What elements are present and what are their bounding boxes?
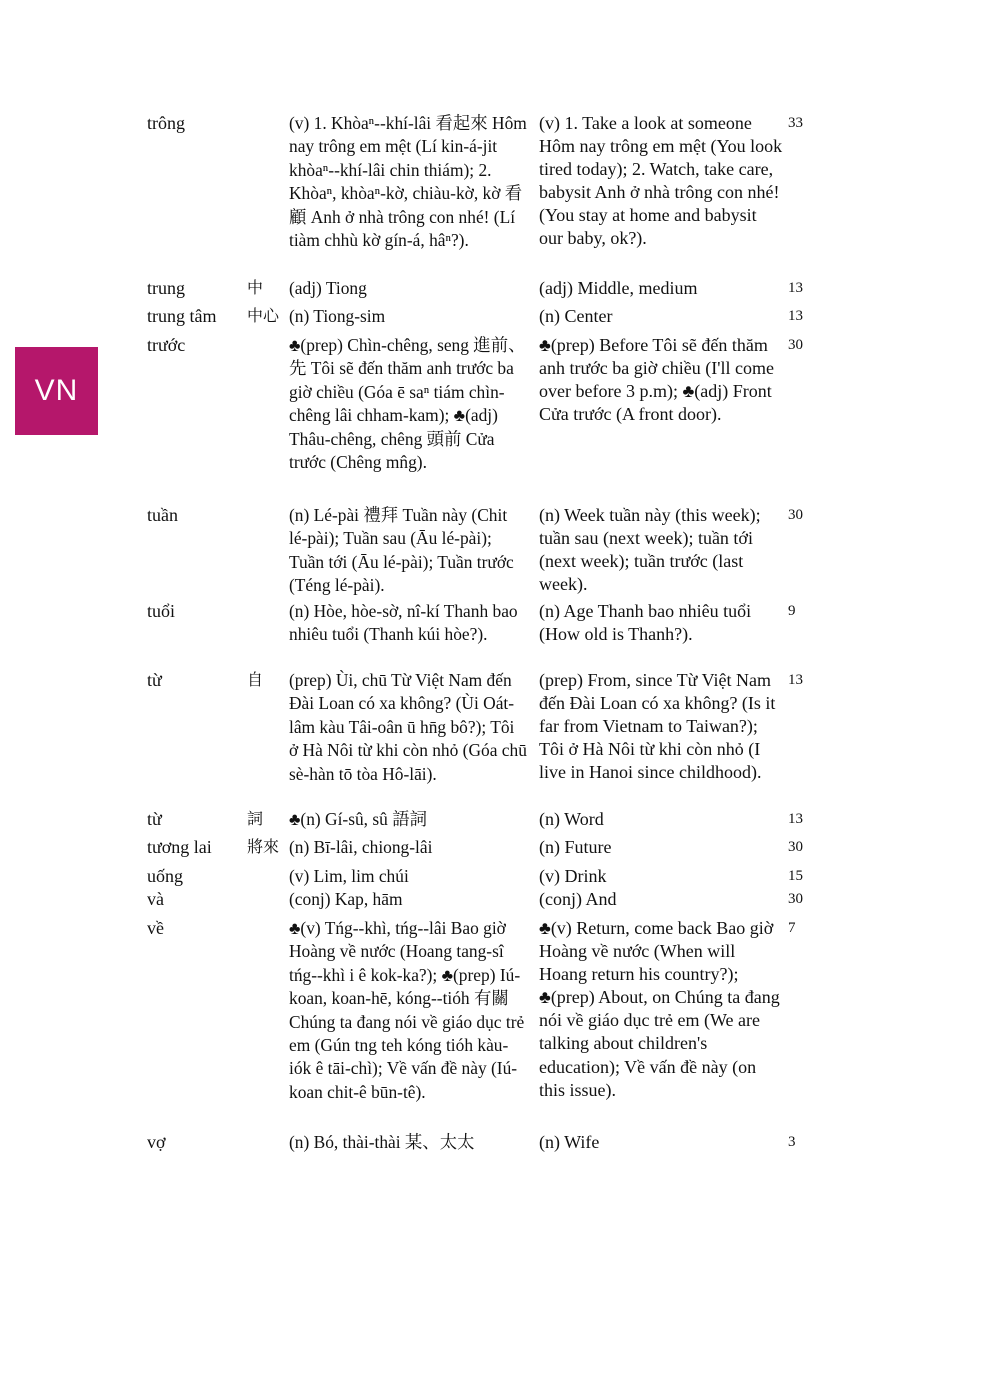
entry-hanzi: 詞 [247,811,264,828]
entry-taiwanese: (n) Tiong-sim [289,306,386,326]
entry-english: (conj) And [539,889,617,909]
entry-english: ♣(v) Return, come back Bao giờ Hoàng về nước (When will Hoang return his country?); ♣(prep) About, on Chúng ta đang nói về giáo dục trẻ em (We are talking about children's education); Về vấn đề này (on this issue). [539,918,780,1100]
entry-english: (n) Center [539,306,613,326]
entry-page: 33 [788,115,803,131]
entry-taiwanese: (adj) Tiong [289,278,367,298]
entry-taiwanese: ♣(n) Gí-sû, sû 語詞 [289,809,427,829]
entry-page: 3 [788,1134,796,1150]
entry-word: từ [147,809,162,829]
entry-english: (v) Drink [539,866,607,886]
entry-english: (adj) Middle, medium [539,278,698,298]
entry-taiwanese: (n) Hòe, hòe-sờ, nî-kí Thanh bao nhiêu tuổi (Thanh kúi hòe?). [289,601,518,645]
entry-word: tương lai [147,837,212,857]
entry-page: 30 [788,507,803,523]
entry-word: tuổi [147,601,176,621]
entry-taiwanese: (v) 1. Khòaⁿ--khí-lâi 看起來 Hôm nay trông em mệt (Lí kin-á-jit khòaⁿ--khí-lâi chin thiám); 2. Khòaⁿ, khòaⁿ-kờ, chiàu-kờ, kờ 看顧 Anh ở nhà trông con nhé! (Lí tiàm chhù kờ gín-á, hâⁿ?). [289,113,527,251]
entry-taiwanese: (conj) Kap, hām [289,889,403,909]
entry-page: 30 [788,839,803,855]
entry-taiwanese: (n) Lé-pài 禮拜 Tuần này (Chit lé-pài); Tuần sau (Āu lé-pài); Tuần tới (Āu lé-pài); Tuần trước (Téng lé-pài). [289,505,514,596]
entry-word: về [147,918,164,938]
entry-page: 7 [788,920,796,936]
entry-taiwanese: (prep) Ùi, chū Từ Việt Nam đến Đài Loan có xa không? (Ùi Oát-lâm kàu Tâi-oân ū hn̄g bô?); Tôi ở Hà Nôi từ khi còn nhỏ (Góa chū sè-hàn tō tòa Hô-lāi). [289,670,527,784]
entry-word: và [147,889,164,909]
entry-hanzi: 中心 [247,308,280,325]
entry-english: (n) Week tuần này (this week); tuần sau (next week); tuần tới (next week); tuần trước (last week). [539,505,761,595]
entry-hanzi: 中 [247,280,264,297]
entry-page: 13 [788,308,803,324]
entry-word: trung [147,278,185,298]
entry-english: ♣(prep) Before Tôi sẽ đến thăm anh trước ba giờ chiều (I'll come over before 3 p.m); ♣(adj) Front Cửa trước (A front door). [539,335,774,425]
entry-page: 30 [788,891,803,907]
entry-page: 13 [788,811,803,827]
entry-taiwanese: ♣(prep) Chìn-chêng, seng 進前、先 Tôi sẽ đến thăm anh trước ba giờ chiều (Góa ē saⁿ tiám chìn-chêng lâi chham-kam); ♣(adj) Thâu-chêng, chêng 頭前 Cửa trước (Chêng mn̂g). [289,335,526,473]
entry-taiwanese: ♣(v) Tńg--khì, tńg--lâi Bao giờ Hoàng về nước (Hoang tang-sî tńg--khì i ê kok-ka?); ♣(prep) Iú-koan, koan-hē, kóng--tióh 有關 Chúng ta đang nói về giáo dục trẻ em (Gún tng teh kóng tióh kàu-iók ê tāi-chì); Về vấn đề này (Iú-koan chit-ê būn-tê). [289,918,525,1102]
entry-word: tuần [147,505,178,525]
entry-page: 13 [788,280,803,296]
entry-hanzi: 自 [247,672,264,689]
section-tab-vn: VN [15,347,98,435]
entry-page: 13 [788,672,803,688]
entry-taiwanese: (v) Lim, lim chúi [289,866,409,886]
entry-taiwanese: (n) Bī-lâi, chiong-lâi [289,837,433,857]
entry-hanzi: 將來 [247,839,280,856]
entry-word: trung tâm [147,306,217,326]
entry-word: từ [147,670,162,690]
entry-page: 9 [788,603,796,619]
entry-english: (n) Age Thanh bao nhiêu tuổi (How old is Thanh?). [539,601,752,645]
entry-word: trước [147,335,186,355]
entry-english: (v) 1. Take a look at someone Hôm nay trông em mệt (You look tired today); 2. Watch, take care, babysit Anh ở nhà trông con nhé! (You stay at home and babysit our baby, ok?). [539,113,783,249]
entry-word: uống [147,866,183,886]
entry-word: trông [147,113,185,133]
entry-english: (n) Word [539,809,604,829]
entry-page: 15 [788,868,803,884]
entry-english: (prep) From, since Từ Việt Nam đến Đài Loan có xa không? (Is it far from Vietnam to Taiwan?); Tôi ở Hà Nôi từ khi còn nhỏ (I live in Hanoi since childhood). [539,670,776,783]
entry-page: 30 [788,337,803,353]
entry-english: (n) Future [539,837,612,857]
entry-english: (n) Wife [539,1132,600,1152]
entry-taiwanese: (n) Bó, thài-thài 某、太太 [289,1132,475,1152]
entry-word: vợ [147,1132,166,1152]
